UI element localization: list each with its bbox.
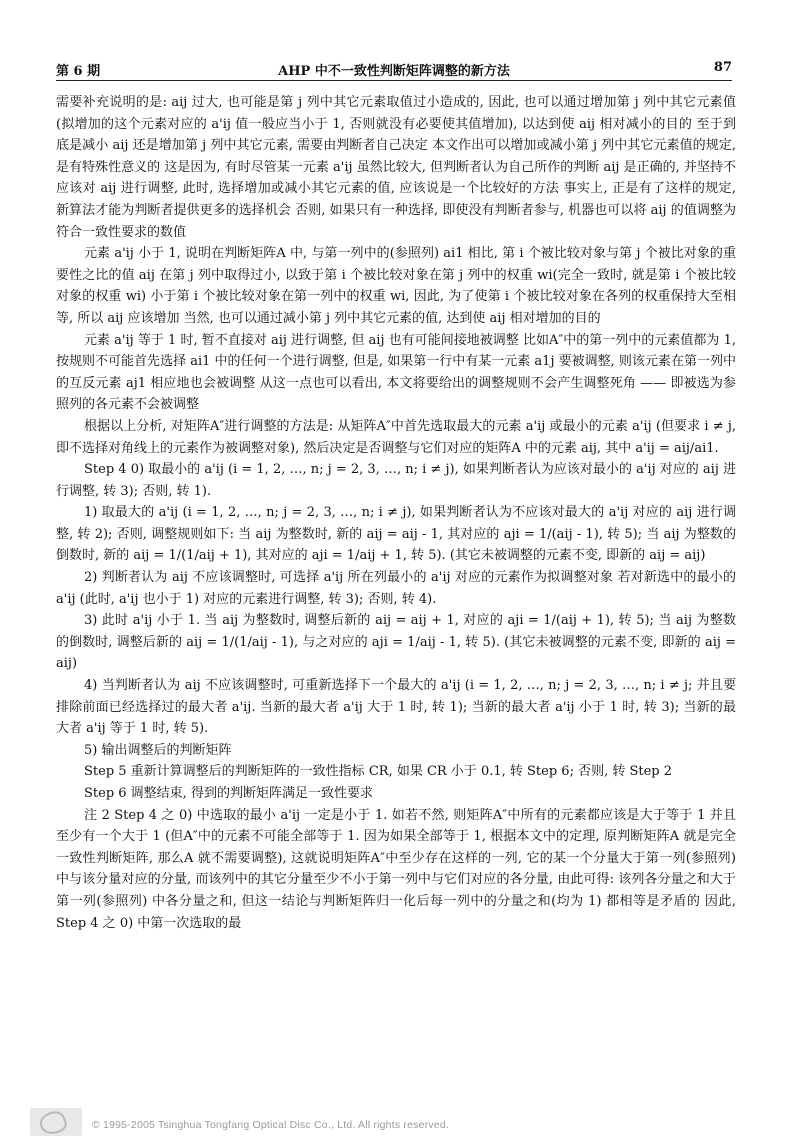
body-paragraph: 2) 判断者认为 aij 不应该调整时, 可选择 a'ij 所在列最小的 a'ij 对应的元素作为拟调整对象 若对新选中的最小的 a'ij (此时, a'ij 也小于 1) 对应的元素进行调整, 转 3); 否则, 转 4). bbox=[56, 570, 736, 607]
body-paragraph: 5) 输出调整后的判断矩阵 bbox=[84, 742, 232, 758]
logo-mark-icon bbox=[37, 1108, 69, 1138]
body-paragraph: 元素 a'ij 等于 1 时, 暂不直接对 aij 进行调整, 但 aij 也有可能间接地被调整 比如A″中的第一列中的元素值都为 1, 按规则不可能首先选择 ai1 中的任何一个进行调整, 但是, 如果第一行中有某一元素 a1j 要被调整, 则该元素在第一列中的互反元素 aj1 相应地也会被调整 从这一点也可以看出, 本文将要给出的调整规则不会产生调整死角 —— 即被选为参照列的各元素不会被调整 bbox=[56, 332, 736, 413]
body-paragraph: Step 4 0) 取最小的 a'ij (i = 1, 2, …, n; j = 2, 3, …, n; i ≠ j), 如果判断者认为应该对最小的 a'ij 对应的 aij 进行调整, 转 3); 否则, 转 1). bbox=[56, 462, 736, 499]
body-paragraph: 元素 a'ij 小于 1, 说明在判断矩阵A 中, 与第一列中的(参照列) ai1 相比, 第 i 个被比较对象与第 j 个被比对象的重要性之比的值 aij 在第 j 列中取得过小, 以致于第 i 个被比较对象在第 j 列中的权重 wi(完全一致时, 就是第 i 个被比较对象的权重 wi) 小于第 i 个被比较对象在第一列中的权重 wi, 因此, 为了使第 i 个被比较对象在各列的权重保持大至相等, 所以 aij 应该增加 当然, 也可以通过减小第 j 列中其它元素的值, 达到使 aij 相对增加的目的 bbox=[56, 246, 736, 326]
body-paragraph: 注 2 Step 4 之 0) 中选取的最小 a'ij 一定是小于 1. 如若不然, 则矩阵A″中所有的元素都应该是大于等于 1 并且至少有一个大于 1 (但A″中的元素不可能全部等于 1. 因为如果全部等于 1, 根据本文中的定理, 原判断矩阵A 就是完全一致性判断矩阵, 那么A 就不需要调整), 这就说明矩阵A″中至少存在这样的一列, 它的某一个分量大于第一列(参照列) 中与该分量对应的分量, 而该列中的其它分量至少不小于第一列中与它们对应的各分量, 由此可得: 该列各分量之和大于第一列(参照列) 中各分量之和, 但这一结论与判断矩阵归一化后每一列中的分量之和(均为 1) 都相等是矛盾的 因此, Step 4 之 0) 中第一次选取的最 bbox=[56, 807, 736, 931]
body-paragraph: 4) 当判断者认为 aij 不应该调整时, 可重新选择下一个最大的 a'ij (i = 1, 2, …, n; j = 2, 3, …, n; i ≠ j; 并且要排除前面已经选择过的最大者 a'ij. 当新的最大者 a'ij 大于 1 时, 转 1); 当新的最大者 a'ij 小于 1 时, 转 3); 当新的最大者 a'ij 等于 1 时, 转 5). bbox=[56, 678, 736, 737]
copyright-notice: © 1995-2005 Tsinghua Tongfang Optical Disc Co., Ltd. All rights reserved. bbox=[92, 1119, 449, 1131]
page-footer bbox=[0, 1098, 785, 1142]
body-paragraph: 3) 此时 a'ij 小于 1. 当 aij 为整数时, 调整后新的 aij = aij + 1, 对应的 aji = 1/(aij + 1), 转 5); 当 aij 为整数的倒数时, 调整后新的 aij = 1/(1/aij - 1), 与之对应的 aji = 1/aij - 1, 转 5). (其它未被调整的元素不变, 即新的 aij = aij) bbox=[56, 613, 736, 672]
issue-number: 第 6 期 bbox=[56, 64, 101, 79]
running-title: AHP 中不一致性判断矩阵调整的新方法 bbox=[278, 64, 510, 79]
body-paragraph: 根据以上分析, 对矩阵A″进行调整的方法是: 从矩阵A″中首先选取最大的元素 a'ij 或最小的元素 a'ij (但要求 i ≠ j, 即不选择对角线上的元素作为被调整对象), 然后决定是否调整与它们对应的矩阵A 中的元素 aij, 其中 a'ij = aij/ai1. bbox=[56, 418, 736, 456]
publisher-logo bbox=[30, 1108, 82, 1136]
article-body bbox=[56, 92, 736, 934]
body-paragraph: Step 5 重新计算调整后的判断矩阵的一致性指标 CR, 如果 CR 小于 0.1, 转 Step 6; 否则, 转 Step 2 bbox=[84, 764, 673, 780]
running-header bbox=[56, 58, 732, 81]
body-paragraph: 需要补充说明的是: aij 过大, 也可能是第 j 列中其它元素取值过小造成的, 因此, 也可以通过增加第 j 列中其它元素值(拟增加的这个元素对应的 a'ij 值一般应当小于 1, 否则就没有必要使其值增加), 以达到使 aij 相对减小的目的 至于到底是减小 aij 还是增加第 j 列中其它元素, 需要由判断者自己决定 本文作出可以增加或减小第 j 列中其它元素值的规定, 是有特殊性意义的 这是因为, 有时尽管某一元素 a'ij 虽然比较大, 但判断者认为自己所作的判断 aij 是正确的, 并坚持不应该对 aij 进行调整, 此时, 选择增加或减小其它元素的值, 应该说是一个比较好的方法 事实上, 正是有了这样的规定, 新算法才能为判断者提供更多的选择机会 否则, 如果只有一种选择, 即使没有判断者参与, 机器也可以将 aij 的值调整为符合一致性要求的数值 bbox=[56, 95, 736, 240]
page-number: 87 bbox=[713, 60, 732, 75]
body-paragraph: 1) 取最大的 a'ij (i = 1, 2, …, n; j = 2, 3, …, n; i ≠ j), 如果判断者认为不应该对最大的 a'ij 对应的 aij 进行调整, 转 2); 否则, 调整规则如下: 当 aij 为整数时, 新的 aij = aij - 1, 其对应的 aji = 1/(aij - 1), 转 5); 当 aij 为整数的倒数时, 新的 aij = 1/(1/aij + 1), 其对应的 aji = 1/aij + 1, 转 5). (其它未被调整的元素不变, 即新的 aij = aij) bbox=[56, 505, 736, 564]
body-paragraph: Step 6 调整结束, 得到的判断矩阵满足一致性要求 bbox=[84, 786, 373, 801]
